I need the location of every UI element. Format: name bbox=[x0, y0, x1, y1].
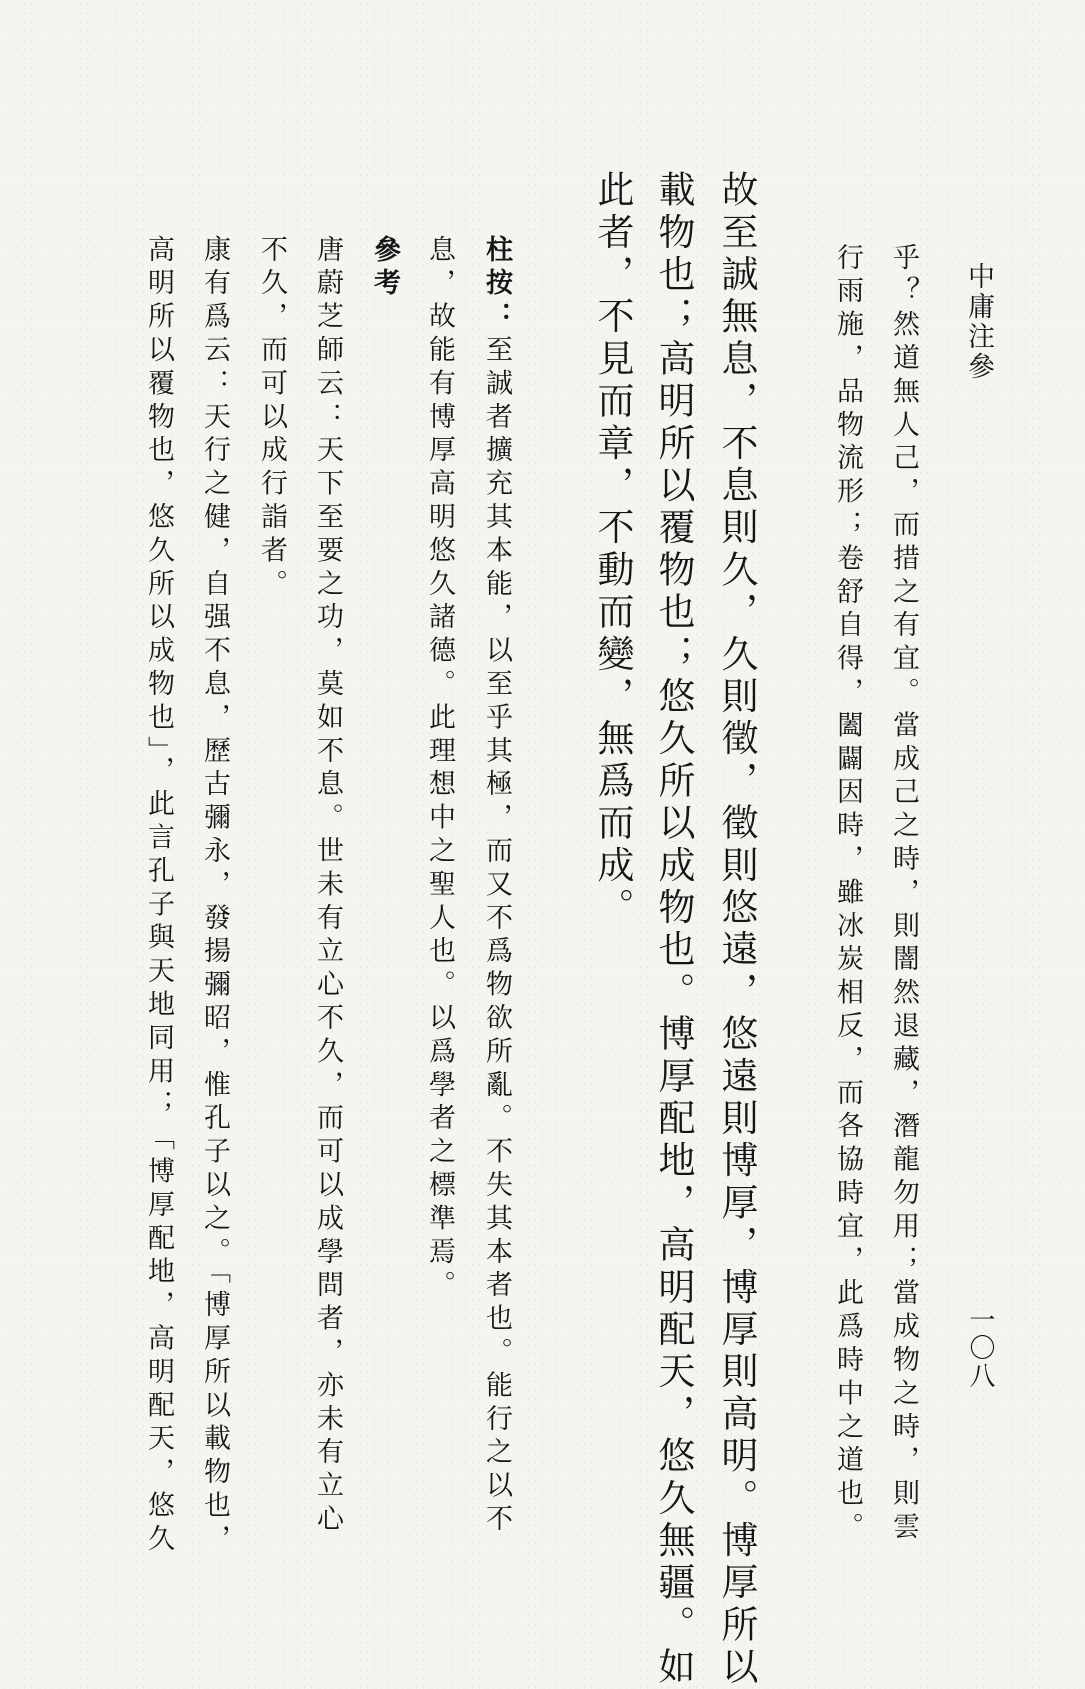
reference-column-3 bbox=[201, 235, 228, 1558]
reference-text-tang: 天下至要之功，莫如不息。世未有立心不久，而可以成學問者，亦未有立心 bbox=[312, 435, 343, 1538]
main-text-column-1: 故至誠無息，不息則久，久則徵，徵則悠遠，悠遠則博厚，博厚則高明。博厚所以 bbox=[715, 170, 758, 1689]
reference-label-tang: 唐蔚芝師云： bbox=[312, 235, 343, 436]
references-heading: 參考 bbox=[369, 235, 400, 302]
reference-column-4: 高明所以覆物也，悠久所以成物也」，此言孔子與天地同用；「博厚配地，高明配天，悠久 bbox=[143, 235, 174, 1558]
main-text-column-3: 此者，不見而章，不動而變，無爲而成。 bbox=[591, 170, 634, 930]
running-title: 中庸注參 bbox=[963, 262, 994, 382]
text-column-1: 乎？然道無人己，而措之有宜。當成己之時，則闇然退藏，潛龍勿用；當成物之時，則雲 bbox=[888, 243, 919, 1546]
reference-text-kang: 天行之健，自强不息，歷古彌永，發揚彌昭，惟孔子以之。「博厚所以載物也， bbox=[199, 402, 230, 1558]
text-column-2: 行雨施，品物流形；卷舒自得，闔闢因時，雖冰炭相反，而各協時宜，此爲時中之道也。 bbox=[832, 243, 863, 1546]
page-number: 一〇八 bbox=[965, 1306, 995, 1390]
note-column-2: 息，故能有博厚高明悠久諸德。此理想中之聖人也。以爲學者之標準焉。 bbox=[424, 235, 455, 1304]
note-column-1 bbox=[483, 235, 510, 1538]
reference-label-kang: 康有爲云： bbox=[199, 235, 230, 402]
note-label: 柱按： bbox=[481, 235, 512, 336]
reference-column-2: 不久，而可以成行詣者。 bbox=[256, 235, 287, 603]
reference-column-1 bbox=[314, 235, 341, 1538]
main-text-column-2: 載物也；高明所以覆物也；悠久所以成物也。博厚配地，高明配天，悠久無疆。如 bbox=[652, 170, 695, 1689]
note-text: 至誠者擴充其本能，以至乎其極，而又不爲物欲所亂。不失其本者也。能行之以不 bbox=[481, 335, 512, 1538]
